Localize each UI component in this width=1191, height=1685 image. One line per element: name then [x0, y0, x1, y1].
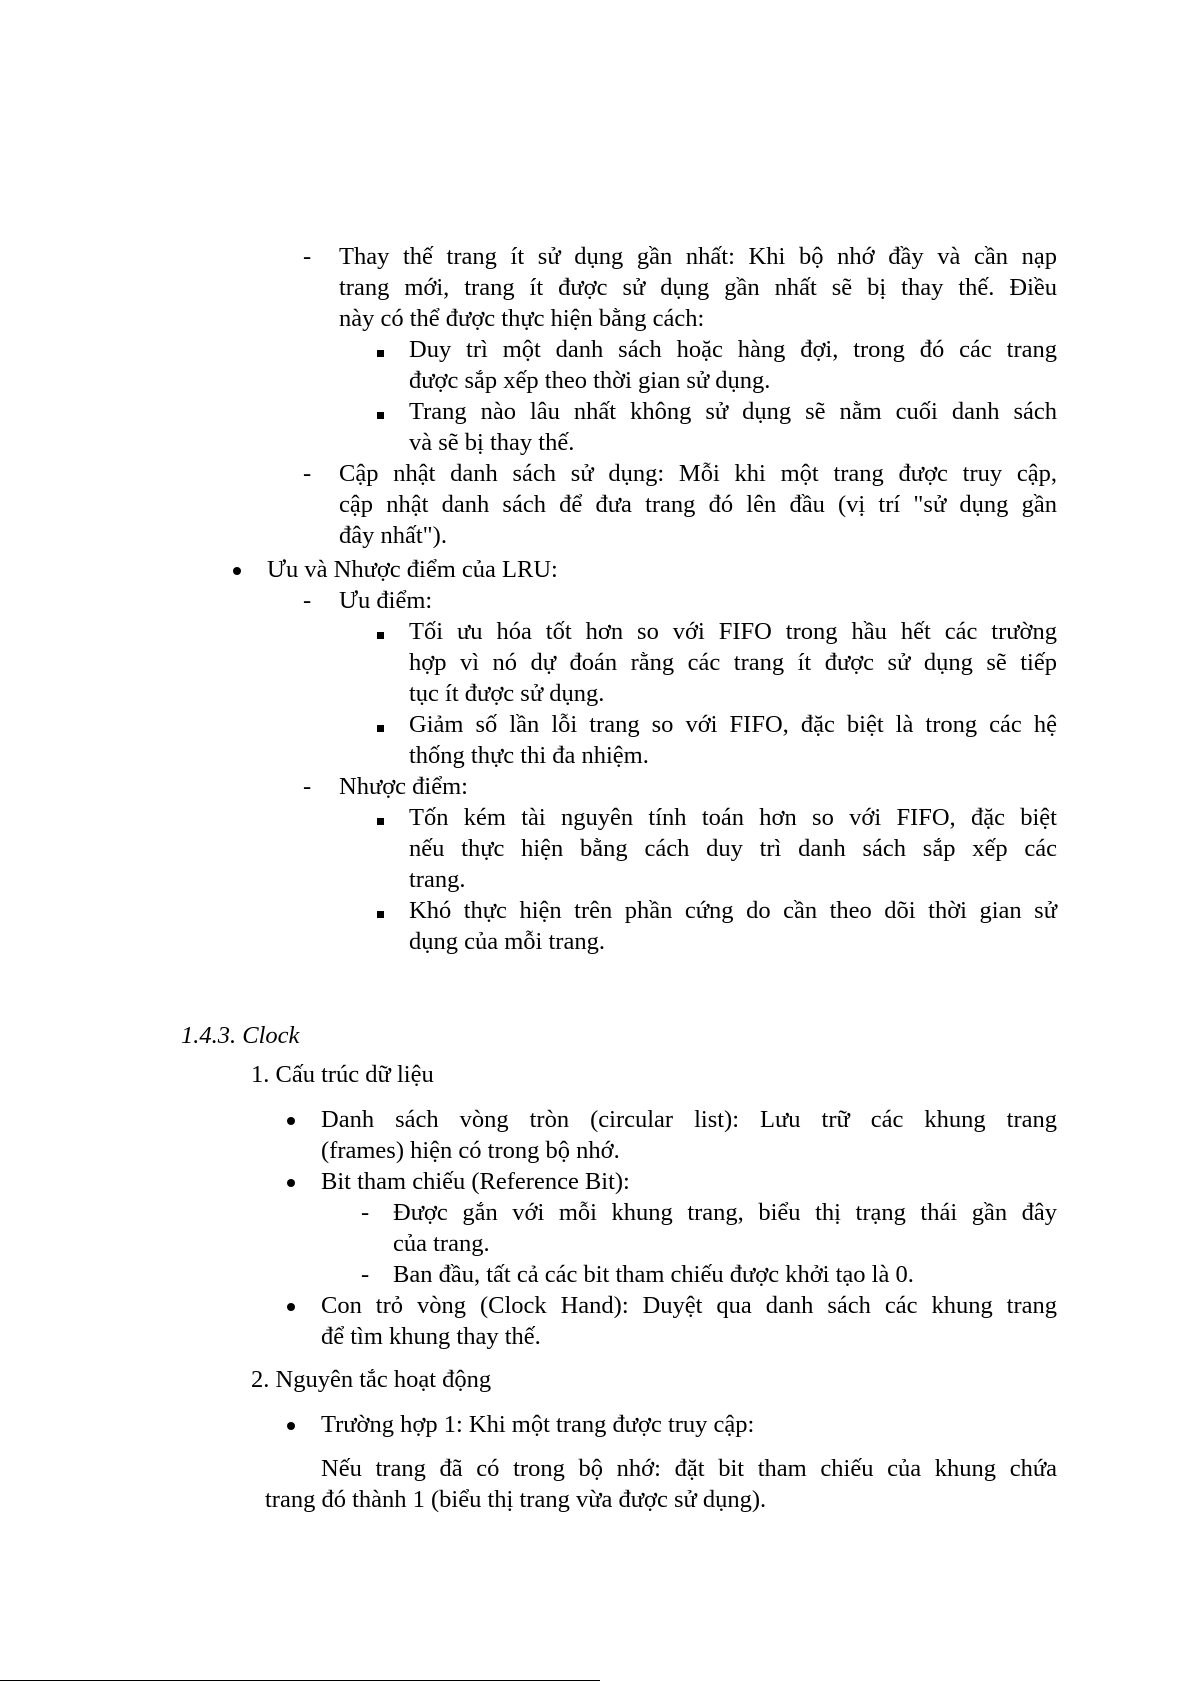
- lru-replace-line2: trang mới, trang ít được sử dụng gần nhất sẽ bị thay thế. Điều: [339, 274, 1057, 301]
- pros2-line2: thống thực thi đa nhiệm.: [409, 742, 649, 769]
- refbit2-line1: Ban đầu, tất cả các bit tham chiếu được khởi tạo là 0.: [393, 1261, 914, 1288]
- refbit1-line2: của trang.: [393, 1230, 490, 1257]
- dash-marker: -: [361, 1199, 370, 1226]
- dash-marker: -: [303, 773, 312, 800]
- lru-sub2-line1: Trang nào lâu nhất không sử dụng sẽ nằm cuối danh sách: [409, 398, 1057, 425]
- pros1-line2: hợp vì nó dự đoán rằng các trang ít được sử dụng sẽ tiếp: [409, 649, 1057, 676]
- round-bullet-icon: [287, 1117, 295, 1125]
- case1-text: Trường hợp 1: Khi một trang được truy cập:: [321, 1411, 755, 1438]
- dash-marker: -: [361, 1261, 370, 1288]
- round-bullet-icon: [287, 1422, 295, 1430]
- pros2-line1: Giảm số lần lỗi trang so với FIFO, đặc biệt là trong các hệ: [409, 711, 1057, 738]
- round-bullet-icon: [233, 567, 241, 575]
- para-line2: trang đó thành 1 (biểu thị trang vừa được sử dụng).: [265, 1486, 767, 1513]
- lru-update-line2: cập nhật danh sách để đưa trang đó lên đầu (vị trí "sử dụng gần: [339, 491, 1057, 518]
- section-heading: 1.4.3. Clock: [181, 1022, 300, 1049]
- hand-line2: để tìm khung thay thế.: [321, 1323, 541, 1350]
- pros-label: Ưu điểm:: [339, 587, 433, 614]
- square-bullet-icon: [377, 632, 384, 639]
- lru-update-line1: Cập nhật danh sách sử dụng: Mỗi khi một trang được truy cập,: [339, 460, 1057, 487]
- round-bullet-icon: [287, 1179, 295, 1187]
- circular-line2: (frames) hiện có trong bộ nhớ.: [321, 1137, 620, 1164]
- refbit-label: Bit tham chiếu (Reference Bit):: [321, 1168, 630, 1195]
- lru-replace-line3: này có thể được thực hiện bằng cách:: [339, 305, 705, 332]
- dash-marker: -: [303, 460, 312, 487]
- lru-replace-line1: Thay thế trang ít sử dụng gần nhất: Khi bộ nhớ đầy và cần nạp: [339, 243, 1057, 270]
- footer-rule: [0, 1680, 600, 1681]
- lru-sub2-line2: và sẽ bị thay thế.: [409, 429, 575, 456]
- refbit1-line1: Được gắn với mỗi khung trang, biểu thị trạng thái gần đây: [393, 1199, 1057, 1226]
- cons-label: Nhược điểm:: [339, 773, 468, 800]
- proscons-title: Ưu và Nhược điểm của LRU:: [267, 556, 558, 583]
- dash-marker: -: [303, 243, 312, 270]
- square-bullet-icon: [377, 350, 384, 357]
- pros1-line3: tục ít được sử dụng.: [409, 680, 605, 707]
- para-line1: Nếu trang đã có trong bộ nhớ: đặt bit tham chiếu của khung chứa: [321, 1455, 1057, 1482]
- round-bullet-icon: [287, 1303, 295, 1311]
- dash-marker: -: [303, 587, 312, 614]
- circular-line1: Danh sách vòng tròn (circular list): Lưu trữ các khung trang: [321, 1106, 1057, 1133]
- square-bullet-icon: [377, 818, 384, 825]
- lru-update-line3: đây nhất").: [339, 522, 447, 549]
- lru-sub1-line1: Duy trì một danh sách hoặc hàng đợi, trong đó các trang: [409, 336, 1057, 363]
- square-bullet-icon: [377, 911, 384, 918]
- cons2-line2: dụng của mỗi trang.: [409, 928, 605, 955]
- hand-line1: Con trỏ vòng (Clock Hand): Duyệt qua danh sách các khung trang: [321, 1292, 1057, 1319]
- subsection-title: 2. Nguyên tắc hoạt động: [251, 1366, 492, 1393]
- cons1-line2: nếu thực hiện bằng cách duy trì danh sách sắp xếp các: [409, 835, 1057, 862]
- subsection-title: 1. Cấu trúc dữ liệu: [251, 1061, 434, 1088]
- square-bullet-icon: [377, 412, 384, 419]
- cons1-line3: trang.: [409, 866, 466, 893]
- cons2-line1: Khó thực hiện trên phần cứng do cần theo dõi thời gian sử: [409, 897, 1057, 924]
- square-bullet-icon: [377, 725, 384, 732]
- cons1-line1: Tốn kém tài nguyên tính toán hơn so với FIFO, đặc biệt: [409, 804, 1057, 831]
- pros1-line1: Tối ưu hóa tốt hơn so với FIFO trong hầu hết các trường: [409, 618, 1057, 645]
- lru-sub1-line2: được sắp xếp theo thời gian sử dụng.: [409, 367, 771, 394]
